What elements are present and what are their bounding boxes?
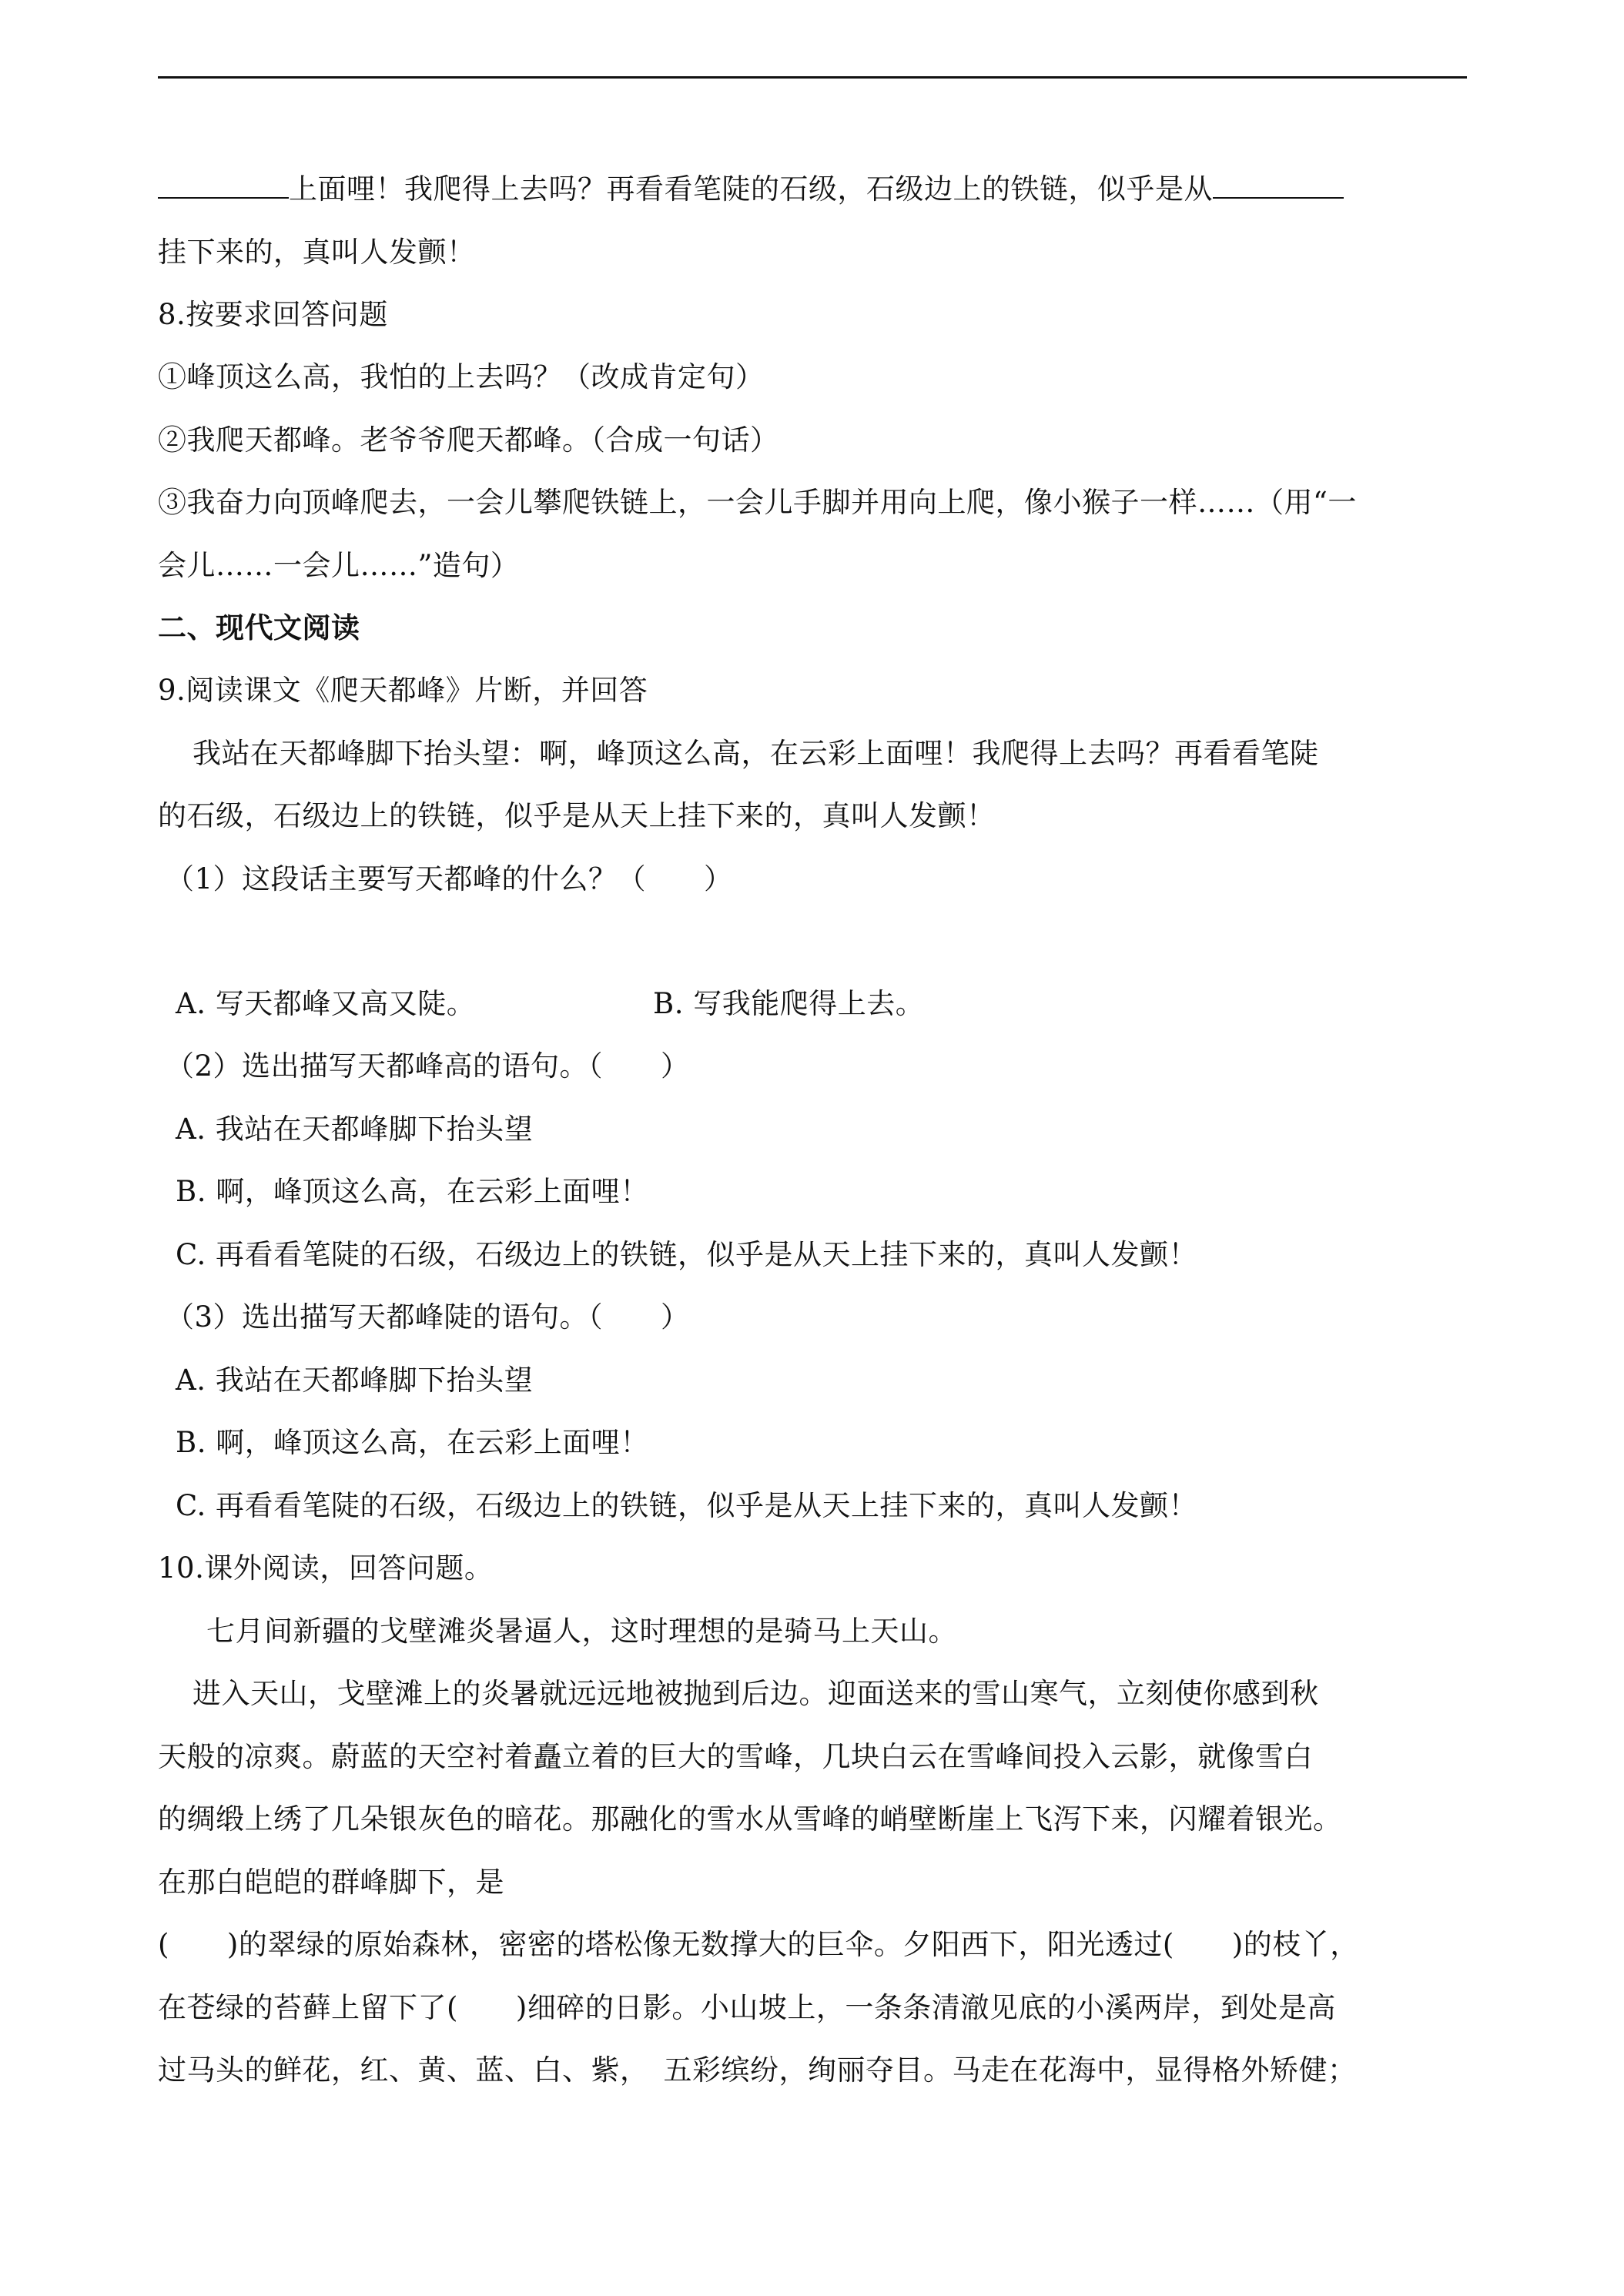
q10-paragraph-1: 七月间新疆的戈壁滩炎暑逼人，这时理想的是骑马上天山。 [206, 1615, 957, 1648]
q10-title: 10.课外阅读，回答问题。 [158, 1551, 494, 1585]
q9-sub3-option-c[interactable]: C. 再看看笔陡的石级，石级边上的铁链，似乎是从天上挂下来的，真叫人发颤！ [176, 1489, 1198, 1522]
q9-sub2-option-c[interactable]: C. 再看看笔陡的石级，石级边上的铁链，似乎是从天上挂下来的，真叫人发颤！ [176, 1238, 1198, 1271]
q8-item-1: ①峰顶这么高，我怕的上去吗？（改成肯定句） [158, 360, 765, 393]
section-heading: 二、现代文阅读 [158, 611, 360, 644]
q9-sub3-question: （3）选出描写天都峰陡的语句。（ ） [166, 1300, 690, 1334]
q10-paragraph-2-line-2: 天般的凉爽。蔚蓝的天空衬着矗立着的巨大的雪峰，几块白云在雪峰间投入云影，就像雪白 [158, 1740, 1313, 1773]
q9-passage-line-2: 的石级，石级边上的铁链，似乎是从天上挂下来的，真叫人发颤！ [158, 799, 996, 832]
q10-paragraph-2-line-5: ( )的翠绿的原始森林，密密的塔松像无数撑大的巨伞。夕阳西下，阳光透过( )的枝丫， [158, 1928, 1359, 1961]
q9-sub2-option-b[interactable]: B. 啊，峰顶这么高，在云彩上面哩！ [176, 1175, 649, 1208]
q8-item-2: ②我爬天都峰。老爷爷爬天都峰。（合成一句话） [158, 423, 779, 457]
answer-blank[interactable] [158, 172, 289, 199]
q9-passage-line-1: 我站在天都峰脚下抬头望：啊，峰顶这么高，在云彩上面哩！我爬得上去吗？再看看笔陡 [193, 737, 1319, 770]
q9-sub2-option-a[interactable]: A. 我站在天都峰脚下抬头望 [176, 1113, 534, 1146]
q10-paragraph-2-line-7: 过马头的鲜花，红、黄、蓝、白、紫， 五彩缤纷，绚丽夺目。马走在花海中，显得格外矫健； [158, 2053, 1357, 2087]
q10-paragraph-2-line-6: 在苍绿的苔藓上留下了( )细碎的日影。小山坡上，一条条清澈见底的小溪两岸，到处是高 [158, 1991, 1336, 2024]
q9-sub3-option-a[interactable]: A. 我站在天都峰脚下抬头望 [176, 1364, 534, 1397]
q8-item-3-line-1: ③我奋力向顶峰爬去，一会儿攀爬铁链上，一会儿手脚并用向上爬，像小猴子一样……（用“一 [158, 486, 1357, 519]
answer-blank[interactable] [1213, 172, 1344, 199]
q9-sub1-option-a[interactable]: A. 写天都峰又高又陡。 [176, 987, 476, 1020]
q9-title: 9.阅读课文《爬天都峰》片断，并回答 [158, 674, 648, 707]
header-rule [158, 76, 1467, 79]
q10-paragraph-2-line-1: 进入天山，戈壁滩上的炎暑就远远地被抛到后边。迎面送来的雪山寒气，立刻使你感到秋 [193, 1677, 1319, 1710]
q8-item-3-line-2: 会儿……一会儿……”造句） [158, 549, 520, 582]
q9-sub3-option-b[interactable]: B. 啊，峰顶这么高，在云彩上面哩！ [176, 1426, 649, 1459]
q9-sub1-question: （1）这段话主要写天都峰的什么？（ ） [166, 862, 733, 895]
q7-line-1: 上面哩！我爬得上去吗？再看看笔陡的石级，石级边上的铁链，似乎是从 [158, 171, 1467, 208]
q9-sub1-option-b[interactable]: B. 写我能爬得上去。 [653, 987, 925, 1020]
q8-title: 8.按要求回答问题 [158, 298, 388, 331]
q10-paragraph-2-line-4: 在那白皑皑的群峰脚下，是 [158, 1866, 504, 1899]
q7-line-2: 挂下来的，真叫人发颤！ [158, 236, 476, 269]
q10-paragraph-2-line-3: 的绸缎上绣了几朵银灰色的暗花。那融化的雪水从雪峰的峭壁断崖上飞泻下来，闪耀着银光。 [158, 1802, 1342, 1836]
q9-sub2-question: （2）选出描写天都峰高的语句。（ ） [166, 1049, 690, 1083]
